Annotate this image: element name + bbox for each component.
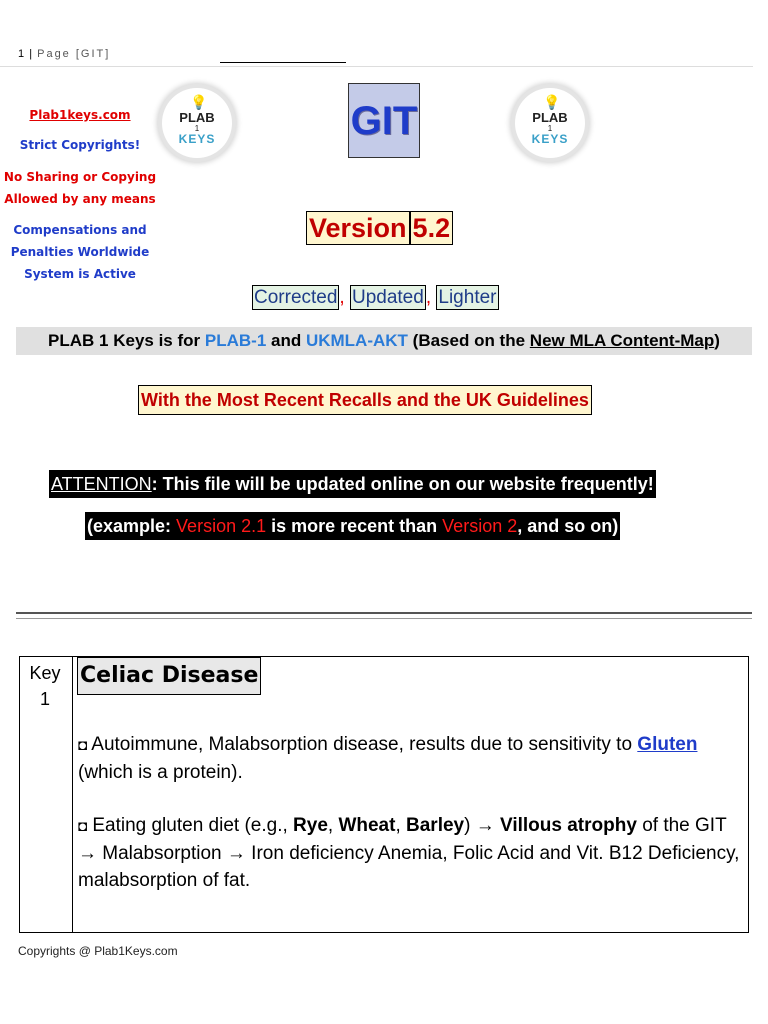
site-link[interactable]: Plab1keys.com [29, 108, 131, 122]
key-title: Celiac Disease [77, 657, 261, 695]
version-number: 5.2 [410, 211, 454, 245]
para2-text-4: ) → [464, 815, 501, 836]
para1-continuation: (which is a protein). [78, 762, 243, 783]
logo-text-2: 1 [194, 124, 200, 133]
tag-corrected: Corrected [254, 287, 338, 308]
key-number: 1 [39, 689, 50, 709]
attention-text: : This file will be updated online on our website frequently! [151, 474, 654, 494]
recent-recalls-banner: With the Most Recent Recalls and the UK Guidelines [138, 385, 592, 415]
key-cell [19, 660, 71, 712]
key-paragraph-2 [78, 812, 740, 894]
para2-text-5: of the GIT → Malabsorption → Iron deficiency Anemia, Folic Acid and Vit. B12 Deficiency, malabsorption of fat. [78, 815, 740, 891]
logo-text-1: PLAB [179, 110, 215, 125]
table-column-divider [72, 657, 73, 932]
page-footer: Copyrights @ Plab1Keys.com [18, 944, 178, 958]
notice-comp-1: Compensations and [13, 223, 147, 237]
version-line [306, 211, 453, 245]
logo-text-2: 1 [547, 124, 553, 133]
plab-highlight-1: PLAB-1 [204, 331, 267, 350]
logo-text-3: KEYS [531, 132, 569, 146]
para2-text-3: , [395, 815, 407, 836]
header-blank-line [220, 62, 346, 63]
plab-text-3: (Based on the [407, 331, 530, 350]
lightbulb-icon: 💡 [543, 94, 561, 110]
plab-info-banner [16, 327, 752, 355]
plab-highlight-2: UKMLA-AKT [305, 331, 408, 350]
notice-copyright: Strict Copyrights! [19, 138, 141, 152]
notice-comp-3: System is Active [24, 267, 136, 281]
bullet-icon: ◘ [78, 737, 88, 754]
para2-text-1: Eating gluten diet (e.g., [87, 815, 294, 836]
status-tags: Corrected , Updated , Lighter [254, 287, 497, 308]
page-header [18, 48, 110, 60]
plab-text-2: and [266, 331, 306, 350]
notice-site[interactable] [0, 104, 160, 126]
example-text-2: is more recent than [266, 516, 443, 536]
notice-no-share-2: Allowed by any means [4, 192, 156, 206]
page-number: 1 [18, 48, 25, 60]
para2-text-2: , [327, 815, 339, 836]
para2-bold-barley: Barley [406, 815, 465, 836]
tag-lighter: Lighter [438, 287, 497, 308]
example-version-1: Version 2.1 [176, 516, 267, 536]
plab-text-1: PLAB 1 Keys is for [48, 331, 205, 350]
para2-bold-wheat: Wheat [338, 815, 396, 836]
example-text-1: (example: [87, 516, 177, 536]
attention-banner [49, 470, 656, 498]
logo-text-3: KEYS [178, 132, 216, 146]
para1-text: Autoimmune, Malabsorption disease, results due to sensitivity to [87, 734, 638, 755]
version-example-banner [85, 512, 620, 540]
plab-keys-logo-left [162, 88, 232, 158]
section-divider [16, 612, 752, 619]
document-title: GIT [348, 83, 420, 158]
gluten-link[interactable]: Gluten [637, 734, 698, 755]
notice-comp-2: Penalties Worldwide [10, 245, 150, 259]
key-paragraph-1 [78, 731, 740, 786]
attention-word: ATTENTION [51, 474, 152, 494]
plab-underlined: New MLA Content-Map [529, 331, 715, 350]
header-separator: | [29, 48, 33, 60]
header-label: Page [GIT] [37, 48, 111, 60]
logo-text-1: PLAB [532, 110, 568, 125]
para2-bold-villous: Villous atrophy [500, 815, 637, 836]
key-label: Key [29, 663, 61, 683]
plab-keys-logo-right [515, 88, 585, 158]
example-text-3: , and so on) [517, 516, 619, 536]
bullet-icon: ◘ [78, 818, 88, 835]
header-rule [0, 66, 753, 67]
plab-text-4: ) [714, 331, 720, 350]
version-label: Version [306, 211, 410, 245]
para2-bold-rye: Rye [293, 815, 328, 836]
lightbulb-icon: 💡 [190, 94, 208, 110]
example-version-2: Version 2 [442, 516, 518, 536]
notice-no-share-1: No Sharing or Copying [3, 170, 157, 184]
tag-updated: Updated [351, 287, 424, 308]
